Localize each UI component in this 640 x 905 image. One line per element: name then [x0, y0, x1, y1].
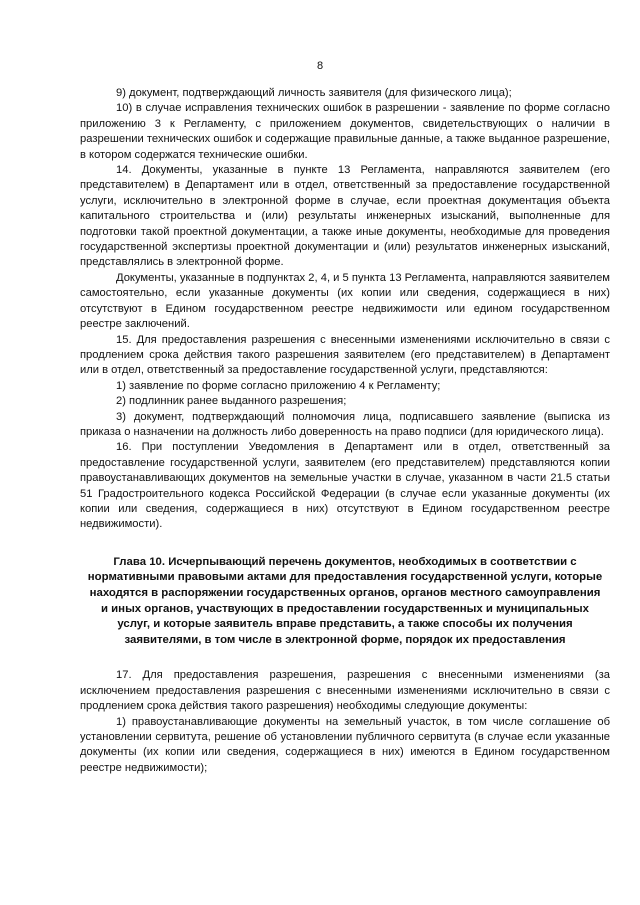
paragraph-clause-15: 15. Для предоставления разрешения с внесенными изменениями исключительно в связи с продлением срока действия такого разрешения заявителем (его представителем) в Департамент или в отдел, ответственный за предоставление государственной услуги, представляются:	[80, 333, 610, 377]
page-number: 8	[316, 60, 324, 72]
paragraph-clause-17: 17. Для предоставления разрешения, разрешения с внесенными изменениями (за исключением предоставления разрешения с внесенными изменениями исключительно в связи с продлением срока действия такого разрешения) необходимы следующие документы:	[80, 669, 610, 713]
paragraph-clause-14: 14. Документы, указанные в пункте 13 Регламента, направляются заявителем (его представителем) в Департамент или в отдел, ответственный за предоставление государственной услуги, исключительно в электронной форме в случае, если проектная документация объекта капитального строительства и (или) результаты инженерных изысканий, выполненные для подготовки такой проектной документации, а также иные документы, необходимые для проведения государственной экспертизы проектной документации и (или) результатов инженерных изысканий, представлялись в электронной форме.	[80, 164, 610, 269]
paragraph-item-9: 9) документ, подтверждающий личность заявителя (для физического лица);	[116, 87, 512, 99]
paragraph-clause-17-item-1: 1) правоустанавливающие документы на земельный участок, в том числе соглашение об установлении сервитута, решение об установлении публичного сервитута (в случае если указанные документы (их копии или сведения, содержащиеся в них) имеются в Едином государственном реестре недвижимости);	[80, 715, 610, 774]
paragraph-item-10: 10) в случае исправления технических ошибок в разрешении - заявление по форме согласно приложению 3 к Регламенту, с приложением документов, свидетельствующих о наличии в разрешении технических ошибок и содержащие правильные данные, а также выданное разрешение, в котором содержатся технические ошибки.	[80, 102, 610, 161]
document-body	[80, 86, 610, 776]
paragraph-clause-15-item-2: 2) подлинник ранее выданного разрешения;	[116, 395, 347, 408]
paragraph-clause-15-item-3: 3) документ, подтверждающий полномочия лица, подписавшего заявление (выписка из приказа о назначении на должность либо доверенность на право подписи (для юридического лица).	[80, 410, 610, 438]
paragraph-clause-16: 16. При поступлении Уведомления в Департамент или в отдел, ответственный за предоставление государственной услуги, заявителем (его представителем) представляются копии правоустанавливающих документов на земельные участки в случае, указанном в части 21.5 статьи 51 Градостроительного кодекса Российской Федерации (в случае если указанные документы (их копии или сведения, содержащиеся в них) отсутствуют в Едином государственном реестре недвижимости).	[80, 441, 610, 531]
paragraph-clause-14-note: Документы, указанные в подпунктах 2, 4, и 5 пункта 13 Регламента, направляются заявителем самостоятельно, если указанные документы (их копии или сведения, содержащиеся в них) отсутствуют в Едином государственном реестре недвижимости или едином государственном реестре заключений.	[80, 271, 610, 331]
chapter-heading: Глава 10. Исчерпывающий перечень документов, необходимых в соответствии с нормативными правовыми актами для предоставления государственной услуги, которые находятся в распоряжении государственных органов, органов местного самоуправления и иных органов, участвующих в предоставлении государственных и муниципальных услуг, и которые заявитель вправе представить, а также способы их получения заявителями, в том числе в электронной форме, порядок их предоставления	[87, 555, 603, 646]
paragraph-clause-15-item-1: 1) заявление по форме согласно приложению 4 к Регламенту;	[116, 379, 441, 392]
